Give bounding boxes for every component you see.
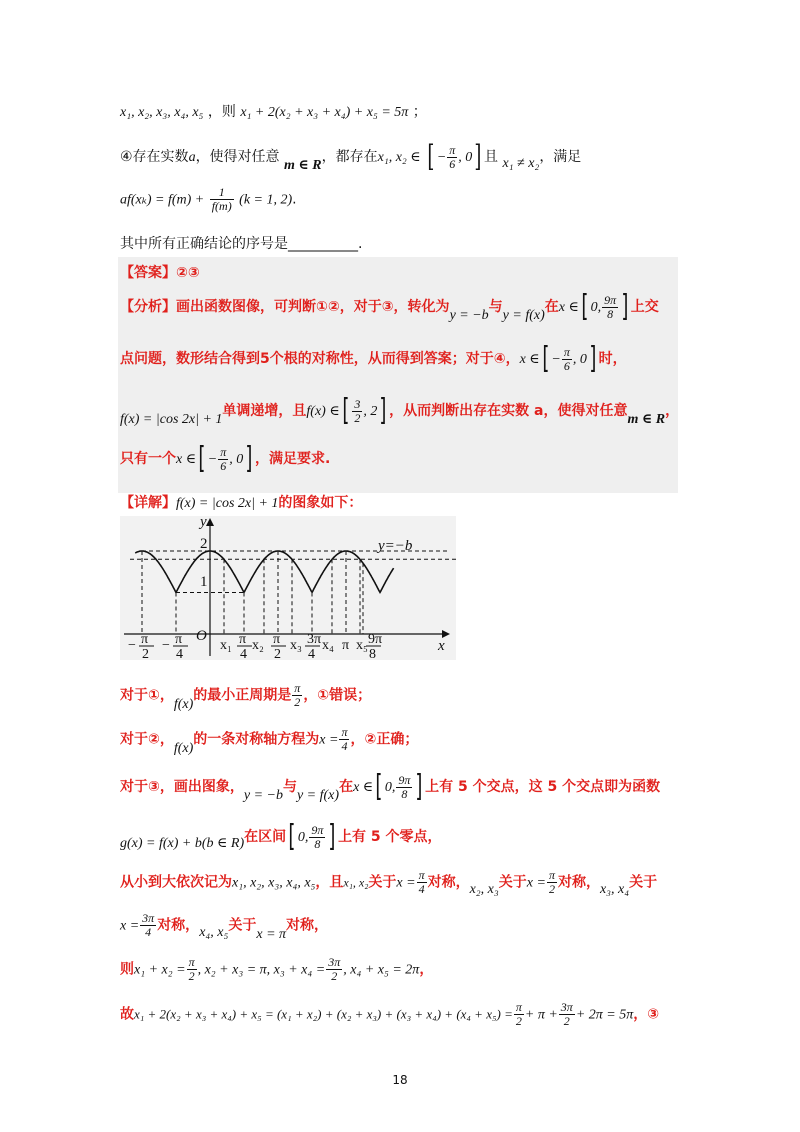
- tick-neg-pi-2-den: 2: [142, 647, 149, 660]
- tick-neg-pi-2-num: π: [141, 632, 149, 647]
- vars-x1-x5: x₁, x₂, x₃, x₄, x₅: [120, 105, 204, 120]
- tick-neg-pi-4-den: 4: [176, 647, 183, 660]
- tick-pi: π: [342, 638, 350, 653]
- k-range: (k = 1, 2): [239, 192, 293, 208]
- problem-line-3: [120, 186, 297, 213]
- text-and: 且: [484, 149, 498, 165]
- frac-pi-6: $\frac{\pi}{6}$: [220, 444, 227, 473]
- problem-line-2: ④存在实数a，使得对任意 m ∈ R，都存在x₁, x₂ ∈ [ − $\frac{\pi}{6}$ , 0] 且 x₁ ≠ x₂，满足: [120, 139, 582, 174]
- tick-neg-pi-4-sign: −: [162, 638, 170, 653]
- tick-9pi-8-num: 9π: [368, 632, 383, 647]
- analysis-line-3: f(x) = |cos 2x| + 1单调递增，且f(x) ∈[ $\frac{3}{2}$ , 2] ，从而判断出存在实数 a，使得对任意m ∈ R，: [120, 393, 680, 428]
- y-neg-b: y = −b: [449, 308, 489, 323]
- x1-neq-x2: x₁ ≠ x₂: [502, 156, 540, 171]
- frac-pi-6: $\frac{\pi}{6}$: [563, 344, 570, 373]
- frac-pi-4: $\frac{\pi}{4}$: [341, 725, 348, 753]
- origin-label: O: [196, 628, 207, 644]
- tick-3pi-4-num: 3π: [307, 632, 322, 647]
- item-1-line: 对于①，f(x)的最小正周期是 $\frac{\pi}{2}$ ，①错误；: [120, 681, 372, 712]
- analysis-line-2: 点问题，数形结合得到5个根的对称性，从而得到答案；对于④，x ∈[ − $\frac{\pi}{6}$ , 0] 时，: [120, 341, 627, 376]
- tick-x1: x₁: [220, 638, 232, 653]
- frac-pi-2: $\frac{\pi}{2}$: [294, 681, 301, 709]
- equation-lhs: af(xₖ) = f(m) +: [120, 192, 205, 208]
- tick-9pi-8-den: 8: [369, 647, 376, 660]
- item-6-line: x = $\frac{3\pi}{4}$ 对称，x₄, x₅关于x = π对称，: [120, 911, 329, 942]
- item-4-line: g(x) = f(x) + b(b ∈ R)在区间[ 0, $\frac{9\pi}{8}$ ] 上有 5 个零点，: [120, 819, 442, 854]
- tick-x3: x₃: [290, 638, 302, 653]
- text-satisfy: ，满足: [539, 149, 582, 165]
- frac-9pi-8: $\frac{9\pi}{8}$: [604, 292, 617, 321]
- text-exists: ，都存在: [321, 149, 378, 165]
- tick-neg-pi-4-num: π: [175, 632, 183, 647]
- detail-line: 【详解】f(x) = |cos 2x| + 1的图象如下：: [120, 495, 363, 511]
- question-line: 其中所有正确结论的序号是__________.: [120, 236, 363, 252]
- x-axis-label: x: [438, 638, 445, 654]
- answer-label: 【答案】②③: [120, 265, 200, 281]
- var-a: a: [188, 150, 196, 165]
- comma-zero: , 0: [458, 150, 473, 165]
- frac-pi-6: $\frac{\pi}{6}$: [449, 142, 456, 171]
- problem-line-1: [120, 101, 427, 121]
- tick-pi-2-den: 2: [274, 647, 281, 660]
- fx-definition: f(x) = |cos 2x| + 1: [176, 496, 279, 511]
- m-in-R: m ∈ R: [284, 158, 322, 173]
- analysis-line-4: 只有一个x ∈[ − $\frac{\pi}{6}$ , 0] ，满足要求.: [120, 441, 331, 476]
- frac-3-2: $\frac{3}{2}$: [354, 396, 361, 425]
- frac-1-fm: $\frac{1}{f(m)}$: [211, 185, 232, 213]
- text-any: ，使得对任意: [195, 149, 280, 165]
- tick-pi-4-den: 4: [240, 647, 247, 660]
- item-5-line: 从小到大依次记为x₁, x₂, x₃, x₄, x₅，且x₁, x₂关于x = $\frac{\pi}{4}$ 对称，x₂, x₃关于x = $\frac{\pi}{2}$ 对称，x₃, x₄关于: [120, 868, 658, 897]
- sum-equation: x₁ + 2(x₂ + x₃ + x₄) + x₅ = 5π: [240, 105, 409, 120]
- frac-9pi-8: $\frac{9\pi}{8}$: [311, 822, 324, 851]
- item-8-line: 故x₁ + 2(x₂ + x₃ + x₄) + x₅ = (x₁ + x₂) + (x₂ + x₃) + (x₃ + x₄) + (x₄ + x₅) = $\frac{\pi}{2}$ + π + $\frac{3\pi}{2}$ + 2π = 5π，③: [120, 1000, 660, 1028]
- tick-x4: x₄: [321, 638, 334, 653]
- tick-pi-4-num: π: [239, 632, 247, 647]
- y-tick-2: 2: [200, 536, 208, 552]
- tick-3pi-4-den: 4: [308, 647, 315, 660]
- tick-x5: x₅: [356, 638, 368, 653]
- text-then: ，则: [207, 104, 236, 120]
- semicolon: ；: [412, 104, 427, 120]
- analysis-line-1: 【分析】画出函数图像，可判断①②，对于③，转化为y = −b与y = f(x)在x ∈[ 0, $\frac{9\pi}{8}$ ] 上交: [120, 289, 659, 324]
- function-graph: [120, 516, 456, 660]
- frac-9pi-8: $\frac{9\pi}{8}$: [398, 772, 411, 801]
- item4-label: ④存在实数: [120, 149, 189, 165]
- fx-definition: f(x) = |cos 2x| + 1: [120, 412, 223, 427]
- line-label: y=−b: [378, 538, 413, 554]
- tick-pi-2-num: π: [273, 632, 281, 647]
- detail-label: 【详解】: [120, 495, 176, 511]
- tick-x2: x₂: [251, 638, 264, 653]
- minus: −: [436, 150, 447, 165]
- period: .: [292, 191, 297, 208]
- y-axis-label: y: [200, 516, 207, 530]
- page-number: 18: [392, 1073, 408, 1087]
- tick-neg-pi-2-sign: −: [128, 638, 136, 653]
- y-fx: y = f(x): [502, 308, 545, 323]
- item-2-line: 对于②，f(x)的一条对称轴方程为x = $\frac{\pi}{4}$ ，②正确；: [120, 725, 419, 756]
- x1x2-in: x₁, x₂ ∈: [377, 150, 421, 165]
- item-7-line: 则x₁ + x₂ = $\frac{\pi}{2}$ , x₂ + x₃ = π, x₃ + x₄ = $\frac{3\pi}{2}$ , x₄ + x₅ = 2π，: [120, 955, 434, 983]
- item-3-line: 对于③，画出图象，y = −b与y = f(x)在x ∈[ 0, $\frac{9\pi}{8}$ ] 上有 5 个交点，这 5 个交点即为函数: [120, 769, 661, 804]
- y-tick-1: 1: [200, 574, 208, 590]
